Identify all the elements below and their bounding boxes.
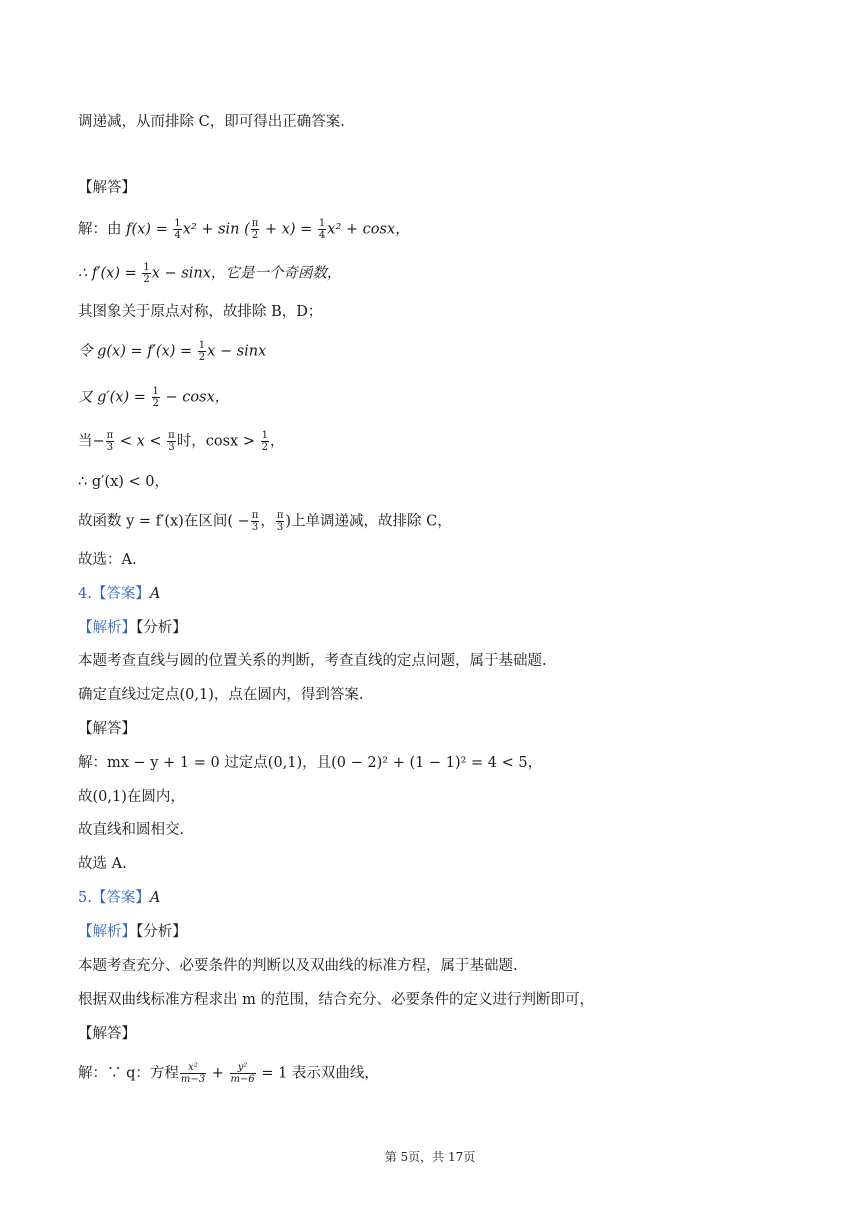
answer-tag: 【答案】: [91, 586, 150, 602]
fraction-numerator: 1: [261, 430, 268, 441]
fraction: [167, 430, 176, 453]
fraction-denominator: 3: [251, 522, 259, 533]
fraction: [152, 386, 160, 409]
fraction-numerator: 1: [152, 386, 159, 397]
fraction: [251, 218, 260, 241]
text-line: [78, 1062, 379, 1085]
fraction-numerator: x²: [180, 1062, 206, 1074]
fraction: [180, 1062, 206, 1085]
text-segment: 故函数 y = f′(x)在区间( −: [78, 513, 250, 530]
text-segment: )上单调递减，故排除 C，: [285, 513, 452, 530]
fraction-denominator: 2: [261, 442, 268, 453]
fraction: [251, 510, 260, 533]
fraction: [173, 218, 181, 241]
fraction-denominator: 3: [276, 522, 284, 533]
fraction: [106, 430, 115, 453]
fraction: [230, 1062, 256, 1085]
text-segment: = 1 表示双曲线，: [256, 1065, 379, 1082]
analysis-tags: [78, 618, 187, 638]
text-line: [78, 340, 266, 363]
answer-value: A: [149, 890, 161, 906]
text-line: ∴ g′(x) < 0，: [78, 474, 169, 490]
text-line: 调递减，从而排除 C，即可得出正确答案.: [78, 114, 345, 130]
math-segment: x − sinx，它是一个奇函数，: [151, 265, 342, 282]
fraction-denominator: 4: [318, 230, 326, 241]
math-segment: f(x) =: [126, 221, 173, 238]
fraction: [142, 262, 150, 285]
math-segment: 令 g(x) = f′(x) =: [78, 343, 197, 360]
math-segment: x − sinx: [207, 343, 267, 360]
fraction-denominator: 2: [143, 274, 150, 285]
answer-tag: 【答案】: [91, 890, 150, 906]
math-segment: ∴ f′(x) =: [78, 265, 142, 282]
fraction-numerator: 1: [318, 218, 326, 229]
fraction-numerator: 1: [174, 218, 181, 229]
text-line: 故选：A.: [78, 552, 137, 568]
fraction-numerator: 1: [198, 340, 206, 351]
fraction-denominator: 4: [174, 230, 181, 241]
analysis-tag: 【解析】: [78, 620, 136, 636]
text-line: 确定直线过定点(0,1)，点在圆内，得到答案.: [78, 687, 364, 703]
question-number: 4.: [78, 586, 92, 602]
math-segment: x² + cosx，: [327, 221, 410, 238]
text-segment: 解：由: [78, 221, 127, 238]
text-line: 本题考查直线与圆的位置关系的判断，考查直线的定点问题，属于基础题.: [78, 653, 547, 669]
math-segment: + x) =: [260, 221, 317, 238]
text-line: 根据双曲线标准方程求出 m 的范围，结合充分、必要条件的定义进行判断即可，: [78, 992, 594, 1008]
fraction-denominator: 2: [152, 398, 159, 409]
answer-line: [78, 888, 160, 908]
text-line: 故直线和圆相交.: [78, 822, 185, 838]
fraction-numerator: 1: [143, 262, 150, 273]
fraction-numerator: π: [251, 510, 259, 521]
fraction: [318, 218, 326, 241]
text-line: [78, 218, 410, 241]
solution-heading: 【解答】: [78, 180, 136, 196]
text-segment: 解：∵ q：方程: [78, 1065, 179, 1082]
solution-heading: 【解答】: [78, 1026, 136, 1042]
text-segment: ，: [269, 433, 285, 450]
answer-line: [78, 584, 160, 604]
text-line: 故(0,1)在圆内，: [78, 789, 185, 805]
solution-heading: 【解答】: [78, 721, 136, 737]
fraction-denominator: 2: [198, 352, 206, 363]
text-line: [78, 510, 452, 533]
text-line: [78, 430, 284, 453]
fraction-numerator: π: [276, 510, 284, 521]
math-segment: < x <: [115, 433, 167, 450]
answer-value: A: [149, 586, 161, 602]
text-line: [78, 262, 341, 285]
fraction-numerator: y²: [230, 1062, 256, 1074]
fraction: [261, 430, 269, 453]
text-line: 解：mx − y + 1 = 0 过定点(0,1)，且(0 − 2)² + (1 − 1)² = 4 < 5，: [78, 755, 543, 771]
text-line: 故选 A.: [78, 856, 127, 872]
analysis-tags: [78, 922, 187, 942]
fraction-denominator: m−6: [230, 1074, 255, 1085]
analysis-subtag: 【分析】: [136, 924, 187, 940]
text-segment: +: [207, 1065, 229, 1082]
text-segment: 当−: [78, 433, 105, 450]
page-footer: 第 5页，共 17页: [384, 1150, 476, 1164]
fraction-denominator: 3: [106, 442, 114, 453]
text-line: [78, 386, 229, 409]
fraction-numerator: π: [251, 218, 259, 229]
fraction-denominator: 3: [168, 442, 175, 453]
fraction-numerator: π: [168, 430, 175, 441]
math-segment: − cosx，: [160, 389, 230, 406]
math-segment: 又 g′(x) =: [78, 389, 151, 406]
fraction-denominator: 2: [251, 230, 259, 241]
text-segment: ，: [260, 513, 275, 530]
fraction: [198, 340, 206, 363]
question-number: 5.: [78, 890, 92, 906]
math-segment: x² + sin (: [182, 221, 250, 238]
text-line: 其图象关于原点对称，故排除 B，D；: [78, 304, 323, 320]
text-line: 本题考查充分、必要条件的判断以及双曲线的标准方程，属于基础题.: [78, 958, 518, 974]
text-segment: 时，cosx >: [176, 433, 260, 450]
fraction: [276, 510, 285, 533]
analysis-tag: 【解析】: [78, 924, 136, 940]
analysis-subtag: 【分析】: [136, 620, 187, 636]
fraction-numerator: π: [106, 430, 114, 441]
fraction-denominator: m−3: [180, 1074, 206, 1085]
